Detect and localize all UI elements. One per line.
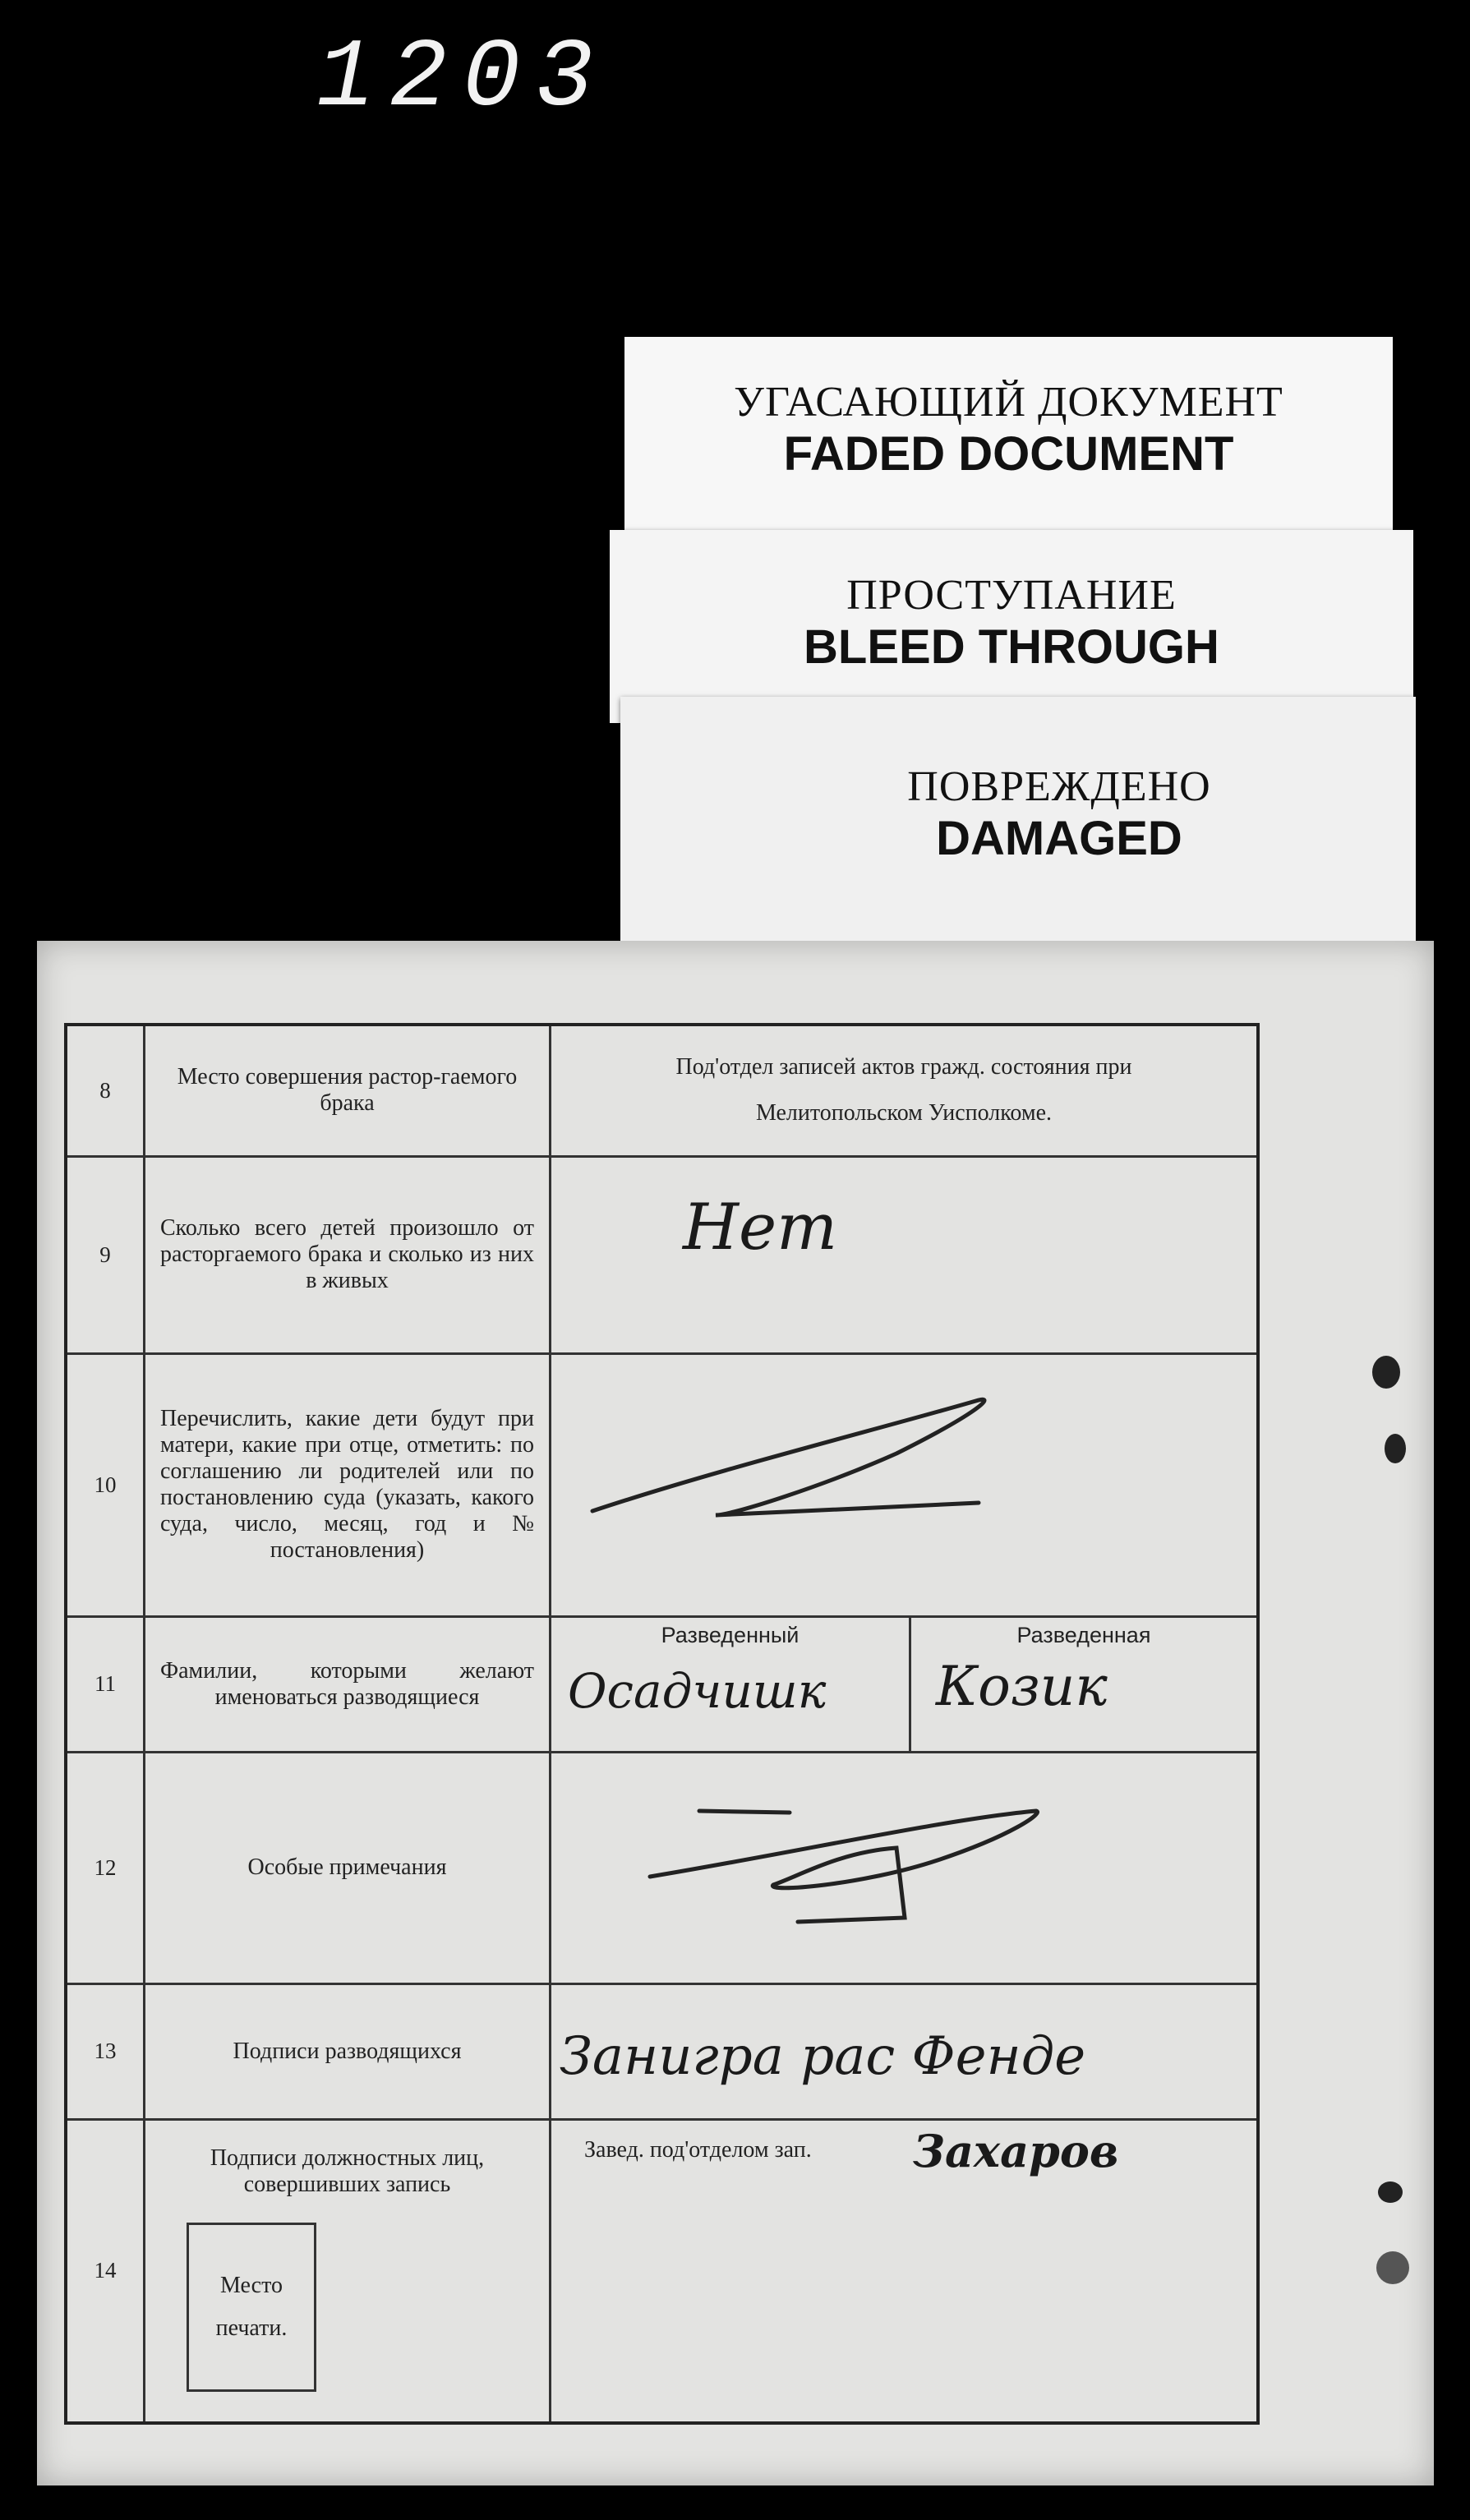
table-row: [66, 1983, 1258, 2119]
female-surname-cell: [910, 1616, 1259, 1752]
row-question: Подписи должностных лиц, совершивших запись: [210, 2145, 485, 2197]
damage-hole: [1376, 2251, 1409, 2284]
damage-hole: [1372, 1356, 1400, 1389]
male-header: Разведенный: [661, 1622, 800, 1647]
form-page: [37, 941, 1434, 2485]
table-row: [66, 1156, 1258, 1353]
damage-hole: [1378, 2181, 1403, 2203]
row-number: 12: [66, 1752, 145, 1983]
row-answer: [551, 1983, 1259, 2119]
official-signature: Захаров: [913, 2124, 1119, 2177]
row-question-cell: [145, 2119, 551, 2423]
row-answer: [551, 1156, 1259, 1353]
row-question: Сколько всего детей произошло от расторгаемого брака и сколько из них в живых: [145, 1156, 551, 1353]
handwritten-dash: [551, 1355, 1254, 1618]
divorce-record-table: [64, 1023, 1260, 2425]
row-question: Подписи разводящихся: [145, 1983, 551, 2119]
damaged-label-en: DAMAGED: [936, 812, 1182, 865]
handwritten-answer: Нет: [683, 1190, 838, 1265]
row-number: 10: [66, 1353, 145, 1616]
row-answer: [551, 1353, 1259, 1616]
damaged-label: [620, 697, 1416, 942]
row-answer: [551, 1752, 1259, 1983]
row-number: 14: [66, 2119, 145, 2423]
row-number: 13: [66, 1983, 145, 2119]
official-label: Завед. под'отделом зап.: [584, 2136, 812, 2163]
archive-number: 1203: [316, 25, 609, 134]
bleed-label-ru: ПРОСТУПАНИЕ: [846, 572, 1177, 619]
row-question: Перечислить, какие дети будут при матери, какие при отце, отметить: по соглашению ли родителей или по постановлению суда (указать, какого суда, число, месяц, год и № постановления): [145, 1353, 551, 1616]
row-number: 11: [66, 1616, 145, 1752]
faded-label-en: FADED DOCUMENT: [783, 427, 1234, 481]
seal-line: Место: [220, 2272, 283, 2298]
table-row: [66, 1353, 1258, 1616]
row-question: Особые примечания: [145, 1752, 551, 1983]
damage-hole: [1385, 1434, 1406, 1463]
row-number: 8: [66, 1025, 145, 1156]
faded-label-ru: УГАСАЮЩИЙ ДОКУМЕНТ: [734, 379, 1283, 426]
table-row: [66, 2119, 1258, 2423]
answer-line: Мелитопольском Уисполкоме.: [755, 1100, 1053, 1126]
damaged-label-ru: ПОВРЕЖДЕНО: [907, 763, 1211, 810]
table-row: [66, 1025, 1258, 1156]
seal-line: печати.: [215, 2315, 288, 2341]
row-answer: [551, 2119, 1259, 2423]
male-surname-cell: [551, 1616, 910, 1752]
seal-place-box: [187, 2223, 316, 2392]
row-number: 9: [66, 1156, 145, 1353]
row-question: Фамилии, которыми желают именоваться разводящиеся: [145, 1616, 551, 1752]
spouses-signatures: Занигра рас Фенде: [560, 2025, 1086, 2087]
table-row: [66, 1752, 1258, 1983]
faded-document-label: [624, 337, 1393, 538]
table-row: [66, 1616, 1258, 1752]
row-answer: [551, 1025, 1259, 1156]
male-surname: Осадчишк: [568, 1662, 827, 1719]
female-header: Разведенная: [1016, 1622, 1151, 1647]
answer-line: Под'отдел записей актов гражд. состояния при: [675, 1054, 1132, 1080]
row-question: Место совершения растор-гаемого брака: [145, 1025, 551, 1156]
bleed-label-en: BLEED THROUGH: [804, 620, 1219, 674]
bleed-through-label: [610, 530, 1413, 723]
handwritten-dash: [551, 1753, 1254, 1985]
female-surname: Козик: [936, 1654, 1108, 1718]
